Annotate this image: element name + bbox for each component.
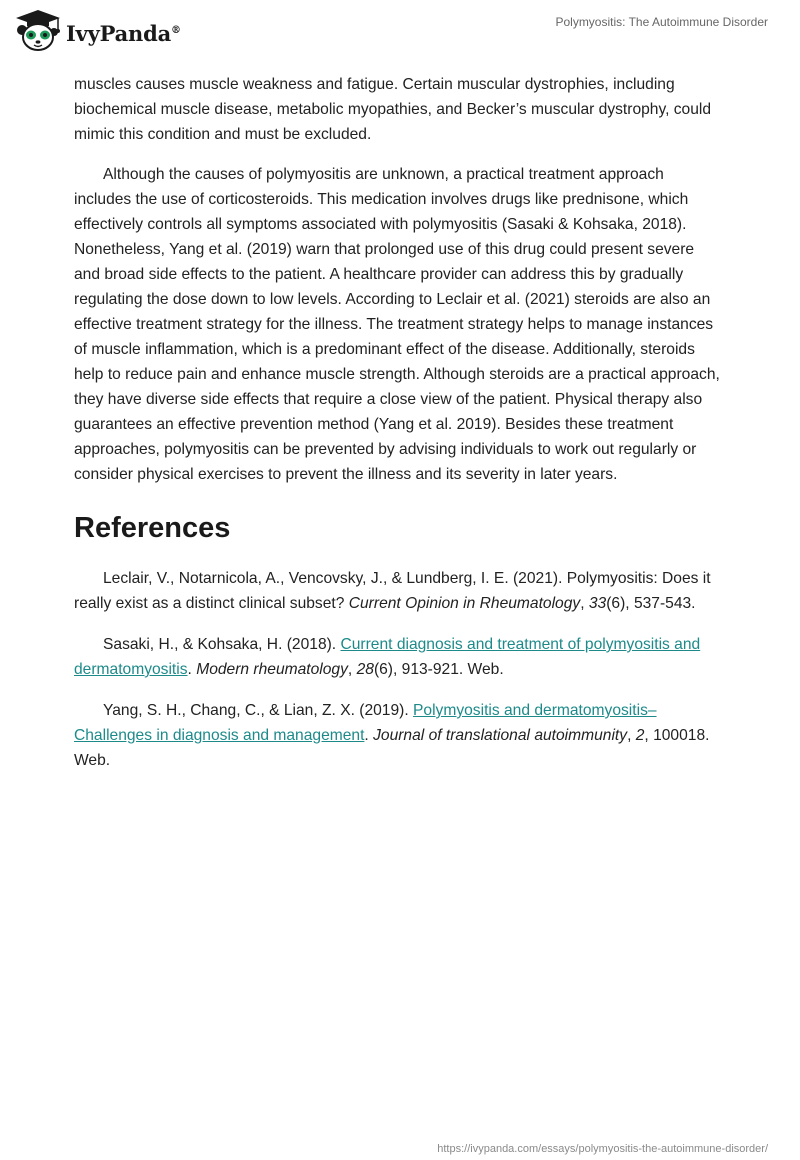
logo-wordmark: IvyPanda® bbox=[66, 20, 181, 46]
panda-graduate-icon bbox=[14, 8, 62, 52]
reference-item: Yang, S. H., Chang, C., & Lian, Z. X. (2019). Polymyositis and dermatomyositis–Challenges in diagnosis and management. Journal of translational autoimmunity, 2, 100018. Web. bbox=[74, 702, 710, 769]
reference-link[interactable]: Current diagnosis and treatment of polymyositis and dermatomyositis bbox=[74, 636, 701, 678]
journal-volume: 28 bbox=[356, 661, 374, 678]
paragraph-continuation: muscles causes muscle weakness and fatigue. Certain muscular dystrophies, including biochemical muscle disease, metabolic myopathies, and Becker’s muscular dystrophy, could mimic this condition and must be excluded. bbox=[74, 76, 712, 143]
source-url[interactable]: https://ivypanda.com/essays/polymyositis-the-autoimmune-disorder/ bbox=[437, 1143, 768, 1155]
essay-content bbox=[74, 72, 724, 789]
ivypanda-logo[interactable] bbox=[14, 8, 181, 52]
reference-item: Sasaki, H., & Kohsaka, H. (2018). Current diagnosis and treatment of polymyositis and dermatomyositis. Modern rheumatology, 28(6), 913-921. Web. bbox=[74, 636, 701, 678]
reference-item: Leclair, V., Notarnicola, A., Vencovsky, J., & Lundberg, I. E. (2021). Polymyositis: Does it really exist as a distinct clinical subset? Current Opinion in Rheumatology, 33(6), 537-543. bbox=[74, 570, 711, 612]
references-heading: References bbox=[74, 512, 231, 544]
journal-volume: 33 bbox=[588, 595, 607, 612]
journal-title: Journal of translational autoimmunity bbox=[373, 727, 628, 744]
journal-volume: 2 bbox=[635, 727, 645, 744]
references-list bbox=[74, 566, 724, 773]
document-title: Polymyositis: The Autoimmune Disorder bbox=[555, 15, 768, 29]
journal-title: Current Opinion in Rheumatology bbox=[348, 595, 581, 612]
journal-title: Modern rheumatology bbox=[196, 661, 348, 678]
reference-link[interactable]: Polymyositis and dermatomyositis–Challenges in diagnosis and management bbox=[74, 702, 657, 744]
paragraph-treatment: Although the causes of polymyositis are unknown, a practical treatment approach includes the use of corticosteroids. This medication involves drugs like prednisone, which effectively controls all symptoms associated with polymyositis (Sasaki & Kohsaka, 2018). Nonetheless, Yang et al. (2019) warn that prolonged use of this drug could present severe and broad side effects to the patient. A healthcare provider can address this by gradually regulating the dose down to low levels. According to Leclair et al. (2021) steroids are also an effective treatment strategy for the illness. The treatment strategy helps to manage instances of muscle inflammation, which is a predominant effect of the disease. Additionally, steroids help to reduce pain and enhance muscle strength. Although steroids are a practical approach, they have diverse side effects that require a close view of the patient. Physical therapy also guarantees an effective prevention method (Yang et al. 2019). Besides these treatment approaches, polymyositis can be prevented by advising individuals to work out regularly or consider physical exercises to prevent the illness and its severity in later years. bbox=[74, 166, 720, 483]
page-header bbox=[0, 0, 800, 70]
